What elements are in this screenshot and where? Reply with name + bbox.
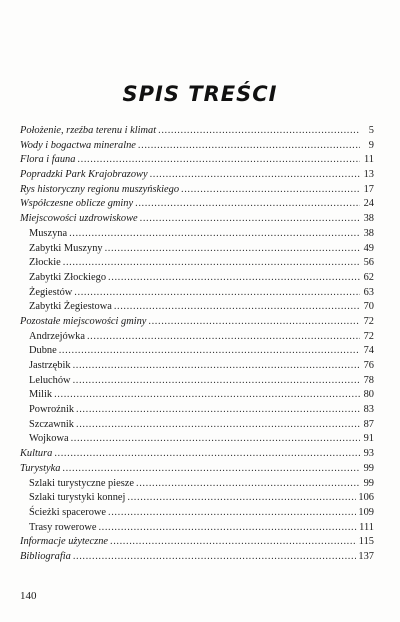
toc-entry-page: 24 — [363, 198, 374, 210]
toc-entry-page: 72 — [363, 315, 374, 327]
toc-entry-label: Wody i bogactwa mineralne — [20, 139, 136, 151]
toc-entry-label: Zabytki Muszyny — [29, 242, 103, 254]
toc-entry-label: Szlaki turystyczne piesze — [29, 477, 135, 489]
toc-entry-label: Flora i fauna — [20, 154, 76, 166]
toc-entry-page: 70 — [363, 301, 374, 313]
page-title: SPIS TREŚCI — [122, 82, 278, 106]
dot-leader — [127, 491, 356, 506]
toc-entry-label: Bibliografia — [20, 550, 71, 562]
toc-entry-page: 137 — [358, 550, 374, 562]
dot-leader — [73, 359, 360, 374]
toc-subentry — [20, 300, 374, 315]
toc-entry-label: Dubne — [29, 345, 57, 357]
toc-entry-page: 56 — [363, 257, 374, 269]
toc-subentry — [20, 330, 374, 345]
toc-entry — [20, 447, 374, 462]
toc-entry-page: 49 — [363, 242, 374, 254]
page-number: 140 — [20, 590, 37, 602]
dot-leader — [59, 344, 360, 359]
toc-entry-page: 80 — [363, 389, 374, 401]
toc-entry — [20, 315, 374, 330]
toc-entry — [20, 212, 374, 227]
toc-entry-page: 99 — [363, 462, 374, 474]
toc-entry-page: 72 — [363, 330, 374, 342]
toc-entry-page: 111 — [359, 521, 374, 533]
toc-entry-page: 11 — [363, 154, 374, 166]
toc-entry-page: 63 — [363, 286, 374, 298]
dot-leader — [87, 330, 360, 345]
dot-leader — [110, 535, 357, 550]
toc-entry-label: Rys historyczny regionu muszyńskiego — [20, 183, 180, 195]
toc-entry-label: Andrzejówka — [29, 330, 85, 342]
toc-subentry — [20, 388, 374, 403]
toc-subentry — [20, 242, 374, 257]
toc-entry-page: 115 — [358, 536, 374, 548]
dot-leader — [138, 139, 360, 154]
dot-leader — [62, 462, 360, 477]
toc-entry-page: 109 — [358, 506, 374, 518]
toc-entry — [20, 139, 374, 154]
toc-subentry — [20, 256, 374, 271]
toc-entry-label: Pozostałe miejscowości gminy — [20, 315, 147, 327]
toc-entry — [20, 197, 374, 212]
dot-leader — [54, 447, 360, 462]
toc-entry-label: Żegiestów — [29, 286, 73, 298]
toc-entry-page: 87 — [363, 418, 374, 430]
dot-leader — [108, 271, 360, 286]
toc-subentry — [20, 344, 374, 359]
toc-entry — [20, 550, 374, 565]
dot-leader — [73, 550, 357, 565]
toc-entry-page: 99 — [363, 477, 374, 489]
toc-entry-label: Miejscowości uzdrowiskowe — [20, 213, 138, 225]
toc-entry-label: Trasy rowerowe — [29, 521, 97, 533]
toc-entry-label: Milik — [29, 389, 53, 401]
toc-entry-label: Złockie — [29, 257, 61, 269]
toc-entry-label: Leluchów — [29, 374, 71, 386]
toc-entry-label: Zabytki Żegiestowa — [29, 301, 112, 313]
toc-entry-page: 83 — [363, 404, 374, 416]
toc-subentry — [20, 418, 374, 433]
toc-entry-label: Zabytki Złockiego — [29, 271, 107, 283]
toc-entry-label: Ścieżki spacerowe — [29, 506, 107, 518]
toc-entry-label: Położenie, rzeźba terenu i klimat — [20, 125, 157, 136]
toc-entry-page: 38 — [363, 227, 374, 239]
toc-subentry — [20, 491, 374, 506]
dot-leader — [150, 168, 360, 183]
table-of-contents — [20, 124, 374, 565]
toc-entry-label: Muszyna — [29, 227, 68, 239]
toc-entry — [20, 168, 374, 183]
toc-subentry — [20, 271, 374, 286]
toc-entry — [20, 124, 374, 139]
toc-entry-page: 38 — [363, 213, 374, 225]
dot-leader — [140, 212, 360, 227]
toc-subentry — [20, 359, 374, 374]
dot-leader — [74, 286, 360, 301]
dot-leader — [135, 197, 360, 212]
toc-entry-page: 93 — [363, 448, 374, 460]
toc-entry-label: Kultura — [20, 448, 53, 460]
toc-entry-page: 91 — [363, 433, 374, 445]
dot-leader — [63, 256, 360, 271]
toc-entry-page: 9 — [368, 139, 374, 151]
toc-subentry — [20, 374, 374, 389]
dot-leader — [76, 403, 360, 418]
toc-entry-page: 62 — [363, 271, 374, 283]
toc-entry-label: Popradzki Park Krajobrazowy — [20, 169, 148, 181]
toc-entry — [20, 183, 374, 198]
toc-subentry — [20, 286, 374, 301]
toc-entry — [20, 535, 374, 550]
dot-leader — [77, 153, 360, 168]
toc-subentry — [20, 477, 374, 492]
toc-subentry — [20, 227, 374, 242]
dot-leader — [98, 521, 357, 536]
dot-leader — [114, 300, 360, 315]
toc-entry-page: 76 — [363, 360, 374, 371]
toc-entry-page: 17 — [363, 183, 374, 195]
toc-entry — [20, 462, 374, 477]
toc-entry-page: 74 — [363, 345, 374, 357]
toc-entry-page: 13 — [363, 169, 374, 181]
dot-leader — [148, 315, 360, 330]
toc-entry-label: Szlaki turystyki konnej — [29, 492, 126, 504]
dot-leader — [108, 506, 356, 521]
toc-entry-label: Informacje użyteczne — [20, 536, 109, 548]
dot-leader — [105, 242, 360, 257]
dot-leader — [54, 388, 360, 403]
toc-entry-label: Powroźnik — [29, 404, 75, 416]
dot-leader — [181, 183, 360, 198]
toc-entry-label: Współczesne oblicze gminy — [20, 198, 134, 210]
toc-entry-label: Wojkowa — [29, 433, 69, 445]
toc-subentry — [20, 403, 374, 418]
dot-leader — [76, 418, 360, 433]
dot-leader — [73, 374, 360, 389]
toc-entry-label: Jastrzębik — [29, 360, 71, 371]
toc-entry — [20, 153, 374, 168]
toc-entry-page: 106 — [358, 492, 374, 504]
toc-subentry — [20, 432, 374, 447]
dot-leader — [158, 124, 360, 139]
toc-subentry — [20, 506, 374, 521]
toc-subentry — [20, 521, 374, 536]
toc-entry-page: 5 — [368, 125, 374, 136]
toc-entry-label: Turystyka — [20, 462, 61, 474]
dot-leader — [69, 227, 360, 242]
toc-entry-label: Szczawnik — [29, 418, 75, 430]
dot-leader — [136, 477, 360, 492]
toc-entry-page: 78 — [363, 374, 374, 386]
dot-leader — [71, 432, 360, 447]
